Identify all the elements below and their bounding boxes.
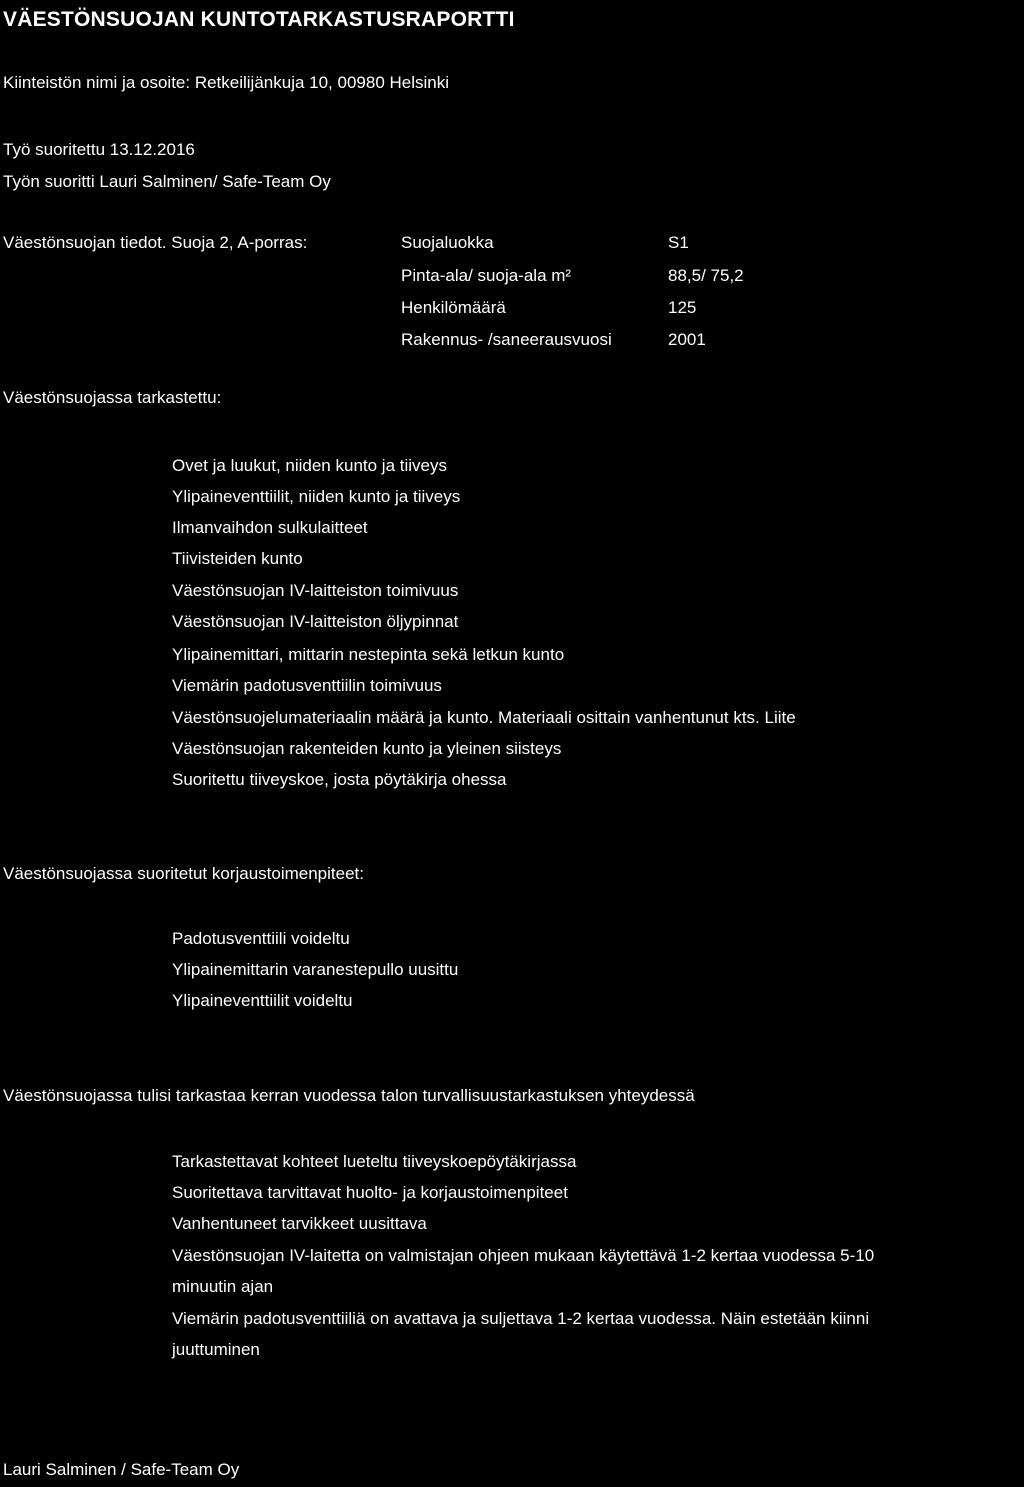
repairs-heading: Väestönsuojassa suoritetut korjaustoimenpiteet: <box>3 864 364 883</box>
performer-line: Työn suoritti Lauri Salminen/ Safe-Team Oy <box>3 172 331 191</box>
list-item: Ylipaineventtiilit, niiden kunto ja tiiveys <box>172 487 461 506</box>
signature: Lauri Salminen / Safe-Team Oy <box>3 1460 240 1479</box>
list-item: Väestönsuojan rakenteiden kunto ja yleinen siisteys <box>172 739 562 758</box>
list-item: Ilmanvaihdon sulkulaitteet <box>172 518 368 537</box>
shelter-info-key: Henkilömäärä <box>401 298 506 317</box>
list-item: juuttuminen <box>172 1340 260 1359</box>
list-item: Suoritettava tarvittavat huolto- ja korjaustoimenpiteet <box>172 1183 568 1202</box>
list-item: minuutin ajan <box>172 1277 274 1296</box>
annual-heading: Väestönsuojassa tulisi tarkastaa kerran vuodessa talon turvallisuustarkastuksen yhteydessä <box>3 1086 695 1105</box>
shelter-info-key: Pinta-ala/ suoja-ala m² <box>401 266 572 285</box>
list-item: Viemärin padotusventtiilin toimivuus <box>172 676 442 695</box>
list-item: Väestönsuojelumateriaalin määrä ja kunto. Materiaali osittain vanhentunut kts. Liite <box>172 708 796 727</box>
list-item: Ylipainemittari, mittarin nestepinta sekä letkun kunto <box>172 645 565 664</box>
shelter-info-value: 2001 <box>668 330 706 349</box>
shelter-info-label: Väestönsuojan tiedot. Suoja 2, A-porras: <box>3 233 308 252</box>
list-item: Väestönsuojan IV-laitteiston toimivuus <box>172 581 459 600</box>
shelter-info-value: 125 <box>668 298 697 317</box>
list-item: Vanhentuneet tarvikkeet uusittava <box>172 1214 427 1233</box>
list-item: Viemärin padotusventtiiliä on avattava ja suljettava 1-2 kertaa vuodessa. Näin estetään kiinni <box>172 1309 870 1328</box>
shelter-info-value: 88,5/ 75,2 <box>668 266 744 285</box>
report-title: VÄESTÖNSUOJAN KUNTOTARKASTUSRAPORTTI <box>3 8 515 31</box>
list-item: Ovet ja luukut, niiden kunto ja tiiveys <box>172 456 447 475</box>
shelter-info-key: Suojaluokka <box>401 233 494 252</box>
list-item: Väestönsuojan IV-laitetta on valmistajan ohjeen mukaan käytettävä 1-2 kertaa vuodessa 5-10 <box>172 1246 875 1265</box>
list-item: Väestönsuojan IV-laitteiston öljypinnat <box>172 612 459 631</box>
work-date-line: Työ suoritettu 13.12.2016 <box>3 140 195 159</box>
list-item: Tiivisteiden kunto <box>172 549 303 568</box>
shelter-info-value: S1 <box>668 233 689 252</box>
list-item: Suoritettu tiiveyskoe, josta pöytäkirja ohessa <box>172 770 507 789</box>
list-item: Ylipaineventtiilit voideltu <box>172 991 353 1010</box>
property-line: Kiinteistön nimi ja osoite: Retkeilijänkuja 10, 00980 Helsinki <box>3 73 450 92</box>
list-item: Ylipainemittarin varanestepullo uusittu <box>172 960 459 979</box>
list-item: Padotusventtiili voideltu <box>172 929 350 948</box>
inspected-heading: Väestönsuojassa tarkastettu: <box>3 388 222 407</box>
shelter-info-key: Rakennus- /saneerausvuosi <box>401 330 612 349</box>
list-item: Tarkastettavat kohteet lueteltu tiiveyskoepöytäkirjassa <box>172 1152 577 1171</box>
